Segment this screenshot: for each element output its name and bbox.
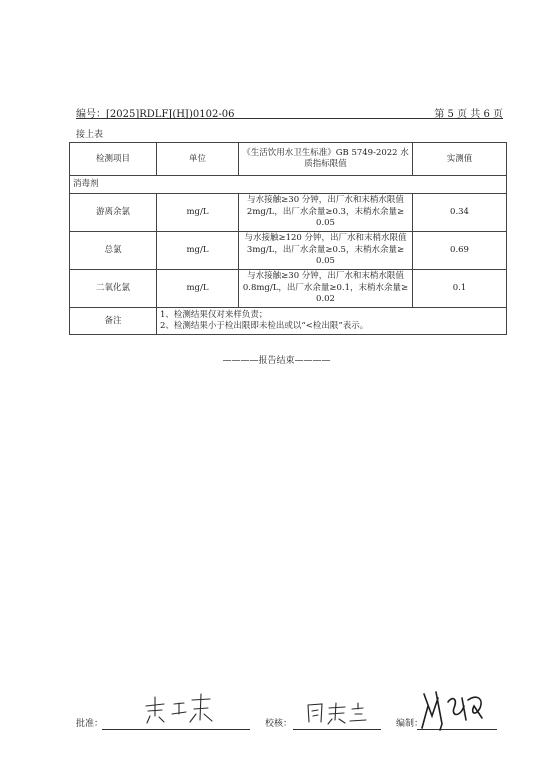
header-item: 检测项目 xyxy=(70,143,157,176)
remarks-label: 备注 xyxy=(70,308,157,335)
report-end-marker: ————报告结束———— xyxy=(222,356,331,366)
header-underline xyxy=(76,118,503,119)
approve-label: 批准： xyxy=(76,719,104,729)
remark-line: 2、检测结果小于检出限即未检出或以“<检出限”表示。 xyxy=(160,321,369,331)
row-unit: mg/L xyxy=(157,232,239,270)
results-table xyxy=(69,142,507,335)
continued-label: 接上表 xyxy=(76,130,104,140)
header-measured: 实测值 xyxy=(413,143,507,176)
row-value: 0.34 xyxy=(413,194,507,232)
header-unit: 单位 xyxy=(157,143,239,176)
review-signature xyxy=(305,700,375,726)
review-label: 校核： xyxy=(265,719,293,729)
remark-line: 1、检测结果仅对来样负责； xyxy=(160,310,268,320)
row-limit: 与水接触≥30 分钟，出厂水和末梢水限值 0.8mg/L，出厂水余量≥0.1，末梢水余量≥ 0.02 xyxy=(239,270,413,308)
row-unit: mg/L xyxy=(157,194,239,232)
prepare-signature xyxy=(418,688,488,732)
row-item: 二氧化氯 xyxy=(70,270,157,308)
table-row xyxy=(70,194,507,232)
page-info: 第 5 页 共 6 页 xyxy=(434,109,503,120)
category-label: 消毒剂 xyxy=(70,176,507,194)
row-item: 总氯 xyxy=(70,232,157,270)
report-code: 编号：[2025]RDLFJ(HJ)0102-06 xyxy=(76,109,235,120)
row-value: 0.69 xyxy=(413,232,507,270)
approve-signature xyxy=(140,692,220,726)
table-row xyxy=(70,232,507,270)
header-standard: 《生活饮用水卫生标准》GB 5749-2022 水质指标限值 xyxy=(239,143,413,176)
approve-line xyxy=(102,729,250,730)
table-row xyxy=(70,270,507,308)
remarks-content xyxy=(157,308,507,335)
row-limit: 与水接触≥120 分钟，出厂水和末梢水限值 3mg/L，出厂水余量≥0.5，末梢水余量≥ 0.05 xyxy=(239,232,413,270)
prepare-label: 编制： xyxy=(396,719,424,729)
report-header xyxy=(76,105,503,119)
review-line xyxy=(293,729,381,730)
remarks-row xyxy=(70,308,507,335)
row-limit: 与水接触≥30 分钟，出厂水和末梢水限值 2mg/L，出厂水余量≥0.3，末梢水余量≥ 0.05 xyxy=(239,194,413,232)
category-row xyxy=(70,176,507,194)
row-item: 游离余氯 xyxy=(70,194,157,232)
row-unit: mg/L xyxy=(157,270,239,308)
table-header-row xyxy=(70,143,507,176)
row-value: 0.1 xyxy=(413,270,507,308)
